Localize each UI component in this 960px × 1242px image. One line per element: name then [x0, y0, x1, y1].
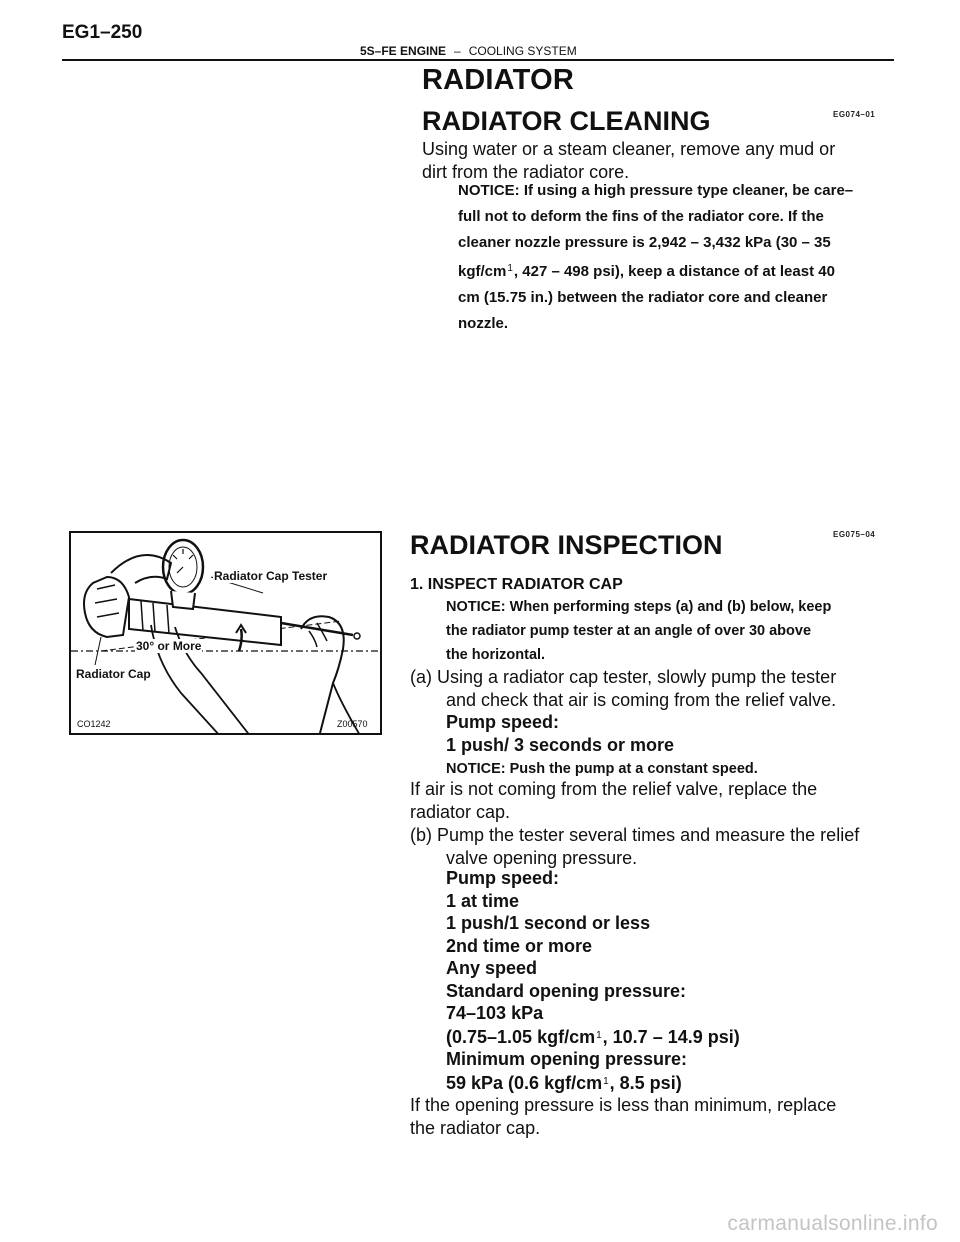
notice-line: the horizontal.: [446, 647, 546, 663]
constant-speed-notice: NOTICE: Push the pump at a constant speed.: [446, 761, 758, 777]
superscript-mark: 1: [507, 263, 513, 274]
spec-line: Standard opening pressure:: [446, 980, 687, 1001]
replace-line: radiator cap.: [410, 802, 511, 822]
inspection-code: EG075–04: [833, 530, 876, 539]
label-angle: 30° or More: [136, 639, 202, 653]
spec-line: 1 at time: [446, 890, 520, 911]
notice-text: , 427 – 498 psi), keep a distance of at least 40: [513, 263, 835, 280]
spec-line: [446, 1071, 740, 1095]
spec-line: 2nd time or more: [446, 935, 593, 956]
cleaning-body-line: dirt from the radiator core.: [422, 162, 630, 182]
replace-line: If air is not coming from the relief valve, replace the: [410, 779, 818, 799]
step-1-title: 1. INSPECT RADIATOR CAP: [410, 576, 623, 593]
spec-line: Any speed: [446, 958, 538, 978]
step-a-line: (a) Using a radiator cap tester, slowly pump the tester: [410, 667, 837, 687]
page-number: EG1–250: [62, 22, 143, 43]
notice-line: full not to deform the fins of the radiator core. If the: [458, 208, 824, 225]
spec-text: , 8.5 psi): [609, 1072, 682, 1093]
inspection-notice: [446, 595, 831, 667]
spec-a: [446, 711, 674, 756]
cleaning-heading: RADIATOR CLEANING: [422, 106, 711, 136]
notice-line: nozzle.: [458, 315, 509, 332]
step-a: [410, 666, 836, 712]
spec-line: [446, 1025, 740, 1049]
notice-line: the radiator pump tester at an angle of over 30 above: [446, 623, 812, 639]
label-radiator-cap: Radiator Cap: [76, 667, 151, 681]
notice-line: [458, 256, 853, 285]
replace-line: the radiator cap.: [410, 1118, 541, 1138]
figure-code-left: CO1242: [77, 719, 111, 729]
superscript-mark: 1: [603, 1075, 609, 1087]
spec-line: 1 push/1 second or less: [446, 913, 651, 933]
notice-line: cm (15.75 in.) between the radiator core and cleaner: [458, 289, 828, 306]
watermark: carmanualsonline.info: [727, 1212, 938, 1235]
notice-line: cleaner nozzle pressure is 2,942 – 3,432 kPa (30 – 35: [458, 234, 831, 251]
spec-b: [446, 867, 740, 1094]
notice-line: NOTICE: If using a high pressure type cleaner, be care–: [458, 182, 854, 199]
notice-line: NOTICE: When performing steps (a) and (b) below, keep: [446, 599, 832, 615]
cleaning-code: EG074–01: [833, 110, 876, 119]
spec-line: Pump speed:: [446, 712, 560, 732]
header-separator: –: [454, 44, 461, 58]
running-header: [360, 44, 577, 58]
replace-note-1: [410, 778, 817, 824]
spec-line: 1 push/ 3 seconds or more: [446, 734, 675, 755]
step-a-line: and check that air is coming from the relief valve.: [446, 690, 837, 710]
tester-illustration: [71, 533, 382, 735]
spec-text: 59 kPa (0.6 kgf/cm: [446, 1072, 603, 1093]
superscript-mark: 1: [596, 1029, 602, 1041]
spec-text: (0.75–1.05 kgf/cm: [446, 1026, 596, 1047]
radiator-cap-tester-figure: [69, 531, 382, 735]
inspection-heading: RADIATOR INSPECTION: [410, 530, 723, 560]
spec-line: Minimum opening pressure:: [446, 1049, 688, 1069]
header-section: COOLING SYSTEM: [468, 44, 577, 58]
replace-note-2: [410, 1094, 836, 1140]
header-rule: [62, 59, 894, 61]
notice-text: kgf/cm: [458, 263, 507, 280]
step-b-line: valve opening pressure.: [446, 848, 638, 868]
replace-line: If the opening pressure is less than minimum, replace: [410, 1095, 837, 1115]
page-title: RADIATOR: [422, 64, 574, 96]
spec-text: , 10.7 – 14.9 psi): [602, 1026, 740, 1047]
header-engine: 5S–FE ENGINE: [360, 44, 447, 58]
step-b-line: (b) Pump the tester several times and measure the relief: [410, 825, 860, 845]
spec-line: Pump speed:: [446, 868, 560, 888]
figure-code-right: Z00570: [337, 719, 368, 729]
step-b: [410, 824, 859, 870]
cleaning-body-line: Using water or a steam cleaner, remove any mud or: [422, 139, 836, 159]
label-radiator-cap-tester: Radiator Cap Tester: [214, 569, 328, 583]
spec-line: 74–103 kPa: [446, 1003, 544, 1023]
cleaning-notice: [458, 178, 853, 337]
